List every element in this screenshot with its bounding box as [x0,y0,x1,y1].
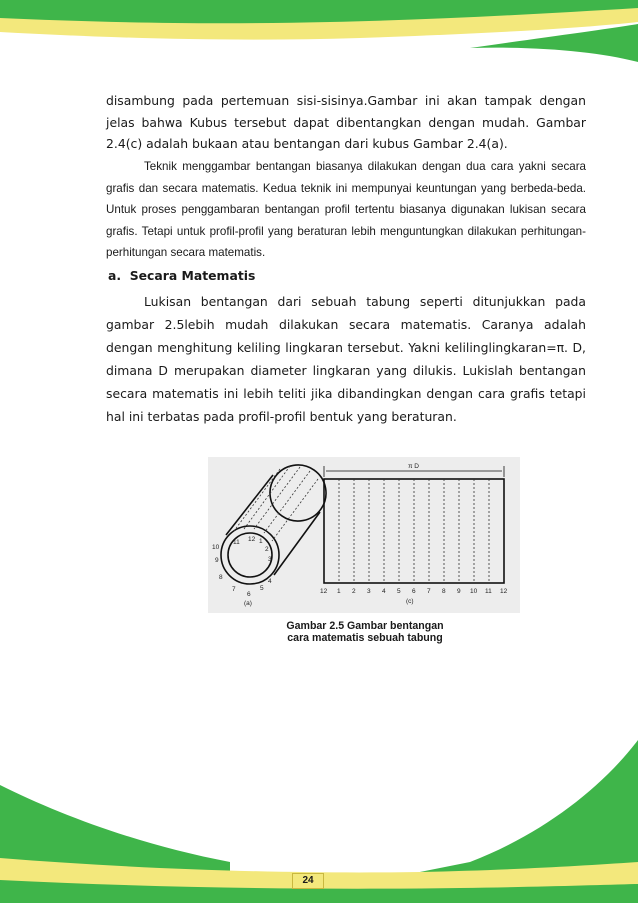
strip-number: 9 [457,588,461,595]
strip-number: 12 [500,588,508,595]
strip-number: 2 [352,588,356,595]
circle-number: 6 [247,591,251,598]
circle-number: 2 [265,546,269,553]
figure-label-c: (c) [406,598,414,605]
section-letter: a. [108,268,122,283]
paragraph-3: Lukisan bentangan dari sebuah tabung seperti ditunjukkan pada gambar 2.5lebih mudah dilakukan secara matematis. Caranya adalah dengan menghitung keliling lingkaran tersebut. Yakni kelilinglingkaran=π. D, dimana D merupakan diameter lingkaran yang dilukis. Lukislah bentangan secara matematis ini lebih teliti jika dibandingkan dengan cara grafis tetapi hal ini terbatas pada profil-profil bentuk yang beraturan. [106,294,586,424]
cylinder-drawing [208,457,520,613]
circle-number: 5 [260,585,264,592]
strip-number: 4 [382,588,386,595]
circle-number: 12 [248,536,256,543]
cylinder-figure [208,457,520,613]
strip-number: 12 [320,588,328,595]
paragraph-1: disambung pada pertemuan sisi-sisinya.Gambar ini akan tampak dengan jelas bahwa Kubus tersebut dapat dibentangkan dengan mudah. Gambar 2.4(c) adalah bukaan atau bentangan dari kubus Gambar 2.4(a). [106,93,586,151]
circle-number: 4 [268,578,272,585]
strip-number: 10 [470,588,478,595]
circle-number: 8 [219,574,223,581]
strip-number: 1 [337,588,341,595]
paragraph-2-text: Teknik menggambar bentangan biasanya dilakukan dengan dua cara yakni secara grafis dan secara matematis. Kedua teknik ini mempunyai keuntungan yang berbeda-beda. Untuk proses penggambaran bentangan profil tertentu biasanya digunakan lukisan secara grafis. Tetapi untuk profil-profil yang beraturan lebih menguntungkan dilakukan perhitungan-perhitungan secara matematis. [106,160,586,260]
circle-number: 9 [215,557,219,564]
circle-number: 3 [268,556,272,563]
circle-number: 1 [259,538,263,545]
circle-number: 10 [212,544,220,551]
figure-caption [240,620,490,644]
strip-number: 7 [427,588,431,595]
circle-number: 11 [233,539,240,546]
strip-number: 6 [412,588,416,595]
strip-number: 8 [442,588,446,595]
dimension-label: π D [408,463,419,470]
footer-green-right [380,740,638,880]
page-number: 24 [292,873,324,889]
section-title: Secara Matematis [129,268,256,283]
circle-number: 7 [232,586,236,593]
strip-number: 5 [397,588,401,595]
figure-label-a: (a) [244,600,252,607]
paragraph-2 [106,156,586,264]
strip-number: 11 [485,588,492,595]
caption-line-1: Gambar 2.5 Gambar bentangan [286,620,444,632]
caption-line-2: cara matematis sebuah tabung [287,632,443,644]
strip-number: 3 [367,588,371,595]
section-heading [108,268,255,283]
